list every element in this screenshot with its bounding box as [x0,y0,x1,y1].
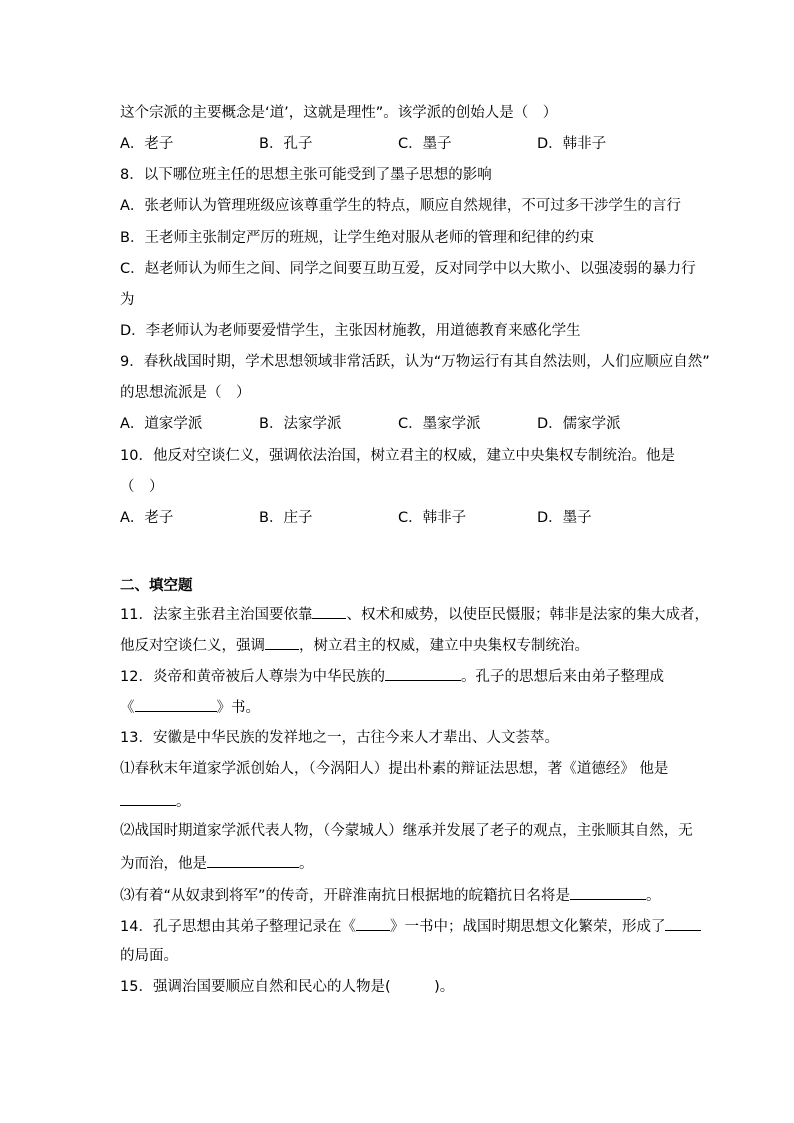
q8-option-b: B．王老师主张制定严厉的班规，让学生绝对服从老师的管理和纪律的约束 [120,230,594,246]
q12-text-2b: 》书。 [216,700,260,716]
q9-option-b: B．法家学派 [259,416,342,432]
answer-blank[interactable] [385,665,461,681]
q10-option-d: D．墨子 [537,510,592,526]
q8-option-c: C．赵老师认为师生之间、同学之间要互助互爱，反对同学中以大欺小、以强凌弱的暴力行 [120,261,696,277]
answer-blank[interactable] [665,915,701,931]
q10-stem-wrap: （ ） [120,479,164,495]
q12-text-1b: 。孔子的思想后来由弟子整理成 [460,669,664,685]
q7-option-a: A．老子 [120,136,174,152]
answer-blank[interactable] [135,696,217,712]
q12-line-2 [120,696,260,718]
q8-option-d: D．李老师认为老师要爱惜学生，主张因材施教，用道德教育来感化学生 [120,323,581,339]
answer-blank[interactable] [312,603,346,619]
q8-stem: 8．以下哪位班主任的思想主张可能受到了墨子思想的影响 [120,167,492,183]
q9-option-d: D．儒家学派 [537,416,621,432]
answer-blank[interactable] [356,915,390,931]
q13-part-1-answer [120,790,191,812]
q14-line-1 [120,915,701,937]
q10-option-b: B．庄子 [259,510,313,526]
q13-part-2: ⑵战国时期道家学派代表人物，（今蒙城人）继承并发展了老子的观点，主张顺其自然，无 [120,823,693,839]
q9-option-c: C．墨家学派 [398,416,481,432]
q10-option-c: C．韩非子 [398,510,467,526]
q11-text-1b: 、权术和威势，以使臣民慑服；韩非是法家的集大成者， [346,607,709,623]
q11-text-2a: 他反对空谈仁义，强调 [120,638,265,654]
answer-blank[interactable] [120,790,176,806]
q13-part-3-end: 。 [646,888,661,904]
q13-stem: 13．安徽是中华民族的发祥地之一，古往今来人才辈出、人文荟萃。 [120,730,559,746]
q14-line-2: 的局面。 [120,948,178,964]
q8-option-c-wrap: 为 [120,292,135,308]
answer-blank[interactable] [570,884,646,900]
q8-option-a: A．张老师认为管理班级应该尊重学生的特点，顺应自然规律，不可过多干涉学生的言行 [120,198,681,214]
q7-option-c: C．墨子 [398,136,452,152]
q11-line-2 [120,634,589,656]
q14-text-1b: 》一书中；战国时期思想文化繁荣，形成了 [389,919,666,935]
q7-option-b: B．孔子 [259,136,313,152]
q11-text-1a: 11．法家主张君主治国要依靠 [120,607,313,623]
answer-blank[interactable] [265,634,299,650]
q9-option-a: A．道家学派 [120,416,203,432]
q10-option-a: A．老子 [120,510,174,526]
q7-option-d: D．韩非子 [537,136,607,152]
q15-stem: 15．强调治国要顺应自然和民心的人物是( )。 [120,979,455,995]
q7-stem-continuation: 这个宗派的主要概念是‘道’，这就是理性”。该学派的创始人是（ ） [120,105,558,121]
q9-stem-wrap: 的思想流派是（ ） [120,385,251,401]
q13-part-1-end: 。 [176,794,191,810]
q13-part-2-wrap [120,852,314,874]
q12-line-1 [120,665,664,687]
q13-part-3 [120,884,661,906]
q14-text-1a: 14．孔子思想由其弟子整理记录在《 [120,919,356,935]
q12-text-1a: 12．炎帝和黄帝被后人尊崇为中华民族的 [120,669,385,685]
answer-blank[interactable] [207,852,299,868]
q9-stem: 9．春秋战国时期，学术思想领域非常活跃，认为“万物运行有其自然法则，人们应顺应自然” [120,354,710,370]
q13-part-1: ⑴春秋末年道家学派创始人，（今涡阳人）提出朴素的辩证法思想，著《道德经》 他是 [120,761,669,777]
q10-stem: 10．他反对空谈仁义，强调依法治国，树立君主的权威，建立中央集权专制统治。他是 [120,448,675,464]
q13-part-2-end: 。 [299,856,314,872]
q13-part-2-text: 为而治，他是 [120,856,207,872]
q11-line-1 [120,603,709,625]
q13-part-3-text: ⑶有着“从奴隶到将军”的传奇，开辟淮南抗日根据地的皖籍抗日名将是 [120,888,571,904]
q11-text-2b: ，树立君主的权威，建立中央集权专制统治。 [299,638,589,654]
section-heading-fill-in: 二、填空题 [120,578,193,594]
q12-text-2a: 《 [120,700,135,716]
